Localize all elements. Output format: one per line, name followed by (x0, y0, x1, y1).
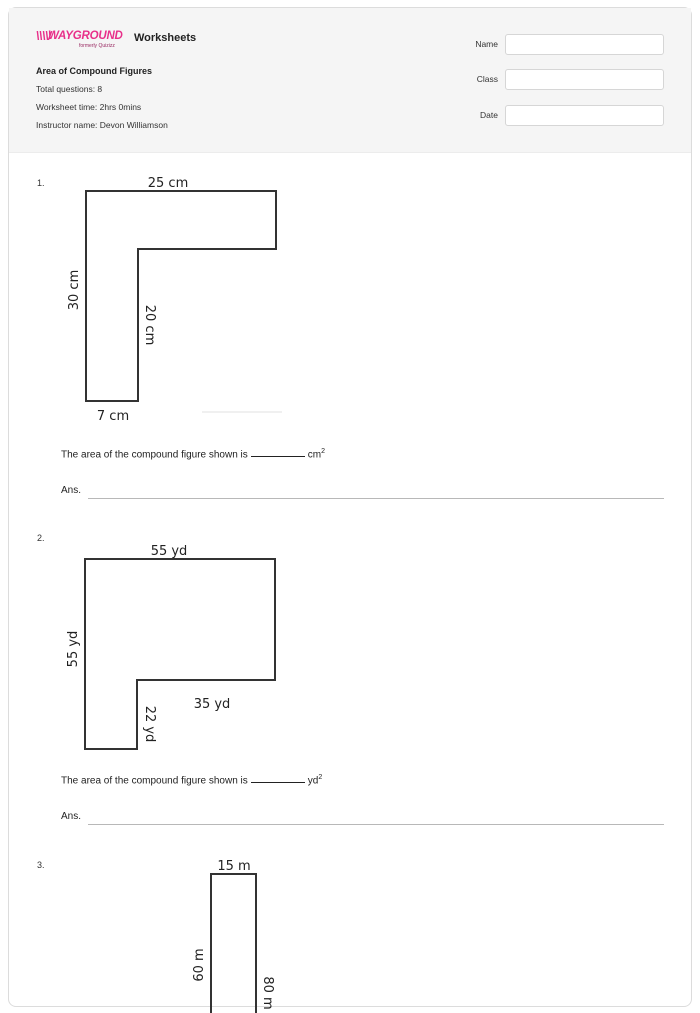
label-top: 15 m (217, 859, 251, 874)
label-inner-vertical: 22 yd (142, 705, 157, 743)
question-3-number: 3. (37, 860, 45, 870)
worksheet-header (9, 8, 691, 153)
brand-title: Worksheets (134, 32, 197, 44)
question-1-prompt (61, 448, 325, 460)
label-left: 55 yd (66, 630, 81, 668)
unit-exponent: 2 (318, 774, 323, 781)
label-left: 30 cm (67, 269, 82, 311)
label-bottom: 7 cm (96, 409, 130, 424)
date-label: Date (480, 110, 498, 120)
label-inner: 20 cm (142, 304, 157, 346)
logo-subtitle: formerly Quizizz (79, 43, 115, 49)
prompt-text: The area of the compound figure shown is (61, 775, 248, 787)
class-label: Class (476, 74, 498, 84)
unit: cm (307, 449, 322, 461)
name-label: Name (475, 39, 498, 49)
question-2-number: 2. (37, 533, 45, 543)
decorative-line (202, 411, 282, 413)
question-1-number: 1. (37, 178, 45, 188)
label-right: 80 m (260, 976, 275, 1010)
label-top: 55 yd (150, 544, 188, 559)
instructor-name: Instructor name: Devon Williamson (36, 120, 168, 130)
label-inner-horizontal: 35 yd (193, 697, 231, 712)
logo-mark-icon: \\\\/ (36, 29, 52, 43)
total-questions: Total questions: 8 (36, 84, 103, 94)
unit-exponent: 2 (321, 448, 326, 455)
answer-blank (251, 448, 305, 457)
worksheet-time: Worksheet time: 2hrs 0mins (36, 102, 142, 112)
brand (36, 30, 196, 54)
wayground-logo (36, 30, 128, 54)
question-2-figure (9, 528, 309, 768)
worksheet-card (8, 7, 692, 1010)
label-top: 25 cm (147, 176, 189, 191)
question-1-answer-line[interactable] (88, 498, 664, 499)
question-1-ans-label: Ans. (61, 485, 82, 496)
prompt-text: The area of the compound figure shown is (61, 449, 248, 461)
label-left: 60 m (192, 948, 207, 982)
name-input[interactable] (505, 34, 664, 55)
date-input[interactable] (505, 105, 664, 126)
logo-wordmark: WAYGROUND (48, 30, 123, 42)
question-2-answer-line[interactable] (88, 824, 664, 825)
question-2-ans-label: Ans. (61, 811, 82, 822)
class-input[interactable] (505, 69, 664, 90)
question-3-figure (9, 853, 309, 1013)
answer-blank (251, 774, 305, 783)
unit: yd (307, 775, 319, 787)
question-2-prompt (61, 774, 322, 786)
worksheet-title: Area of Compound Figures (36, 66, 153, 76)
question-1-figure (9, 168, 309, 428)
